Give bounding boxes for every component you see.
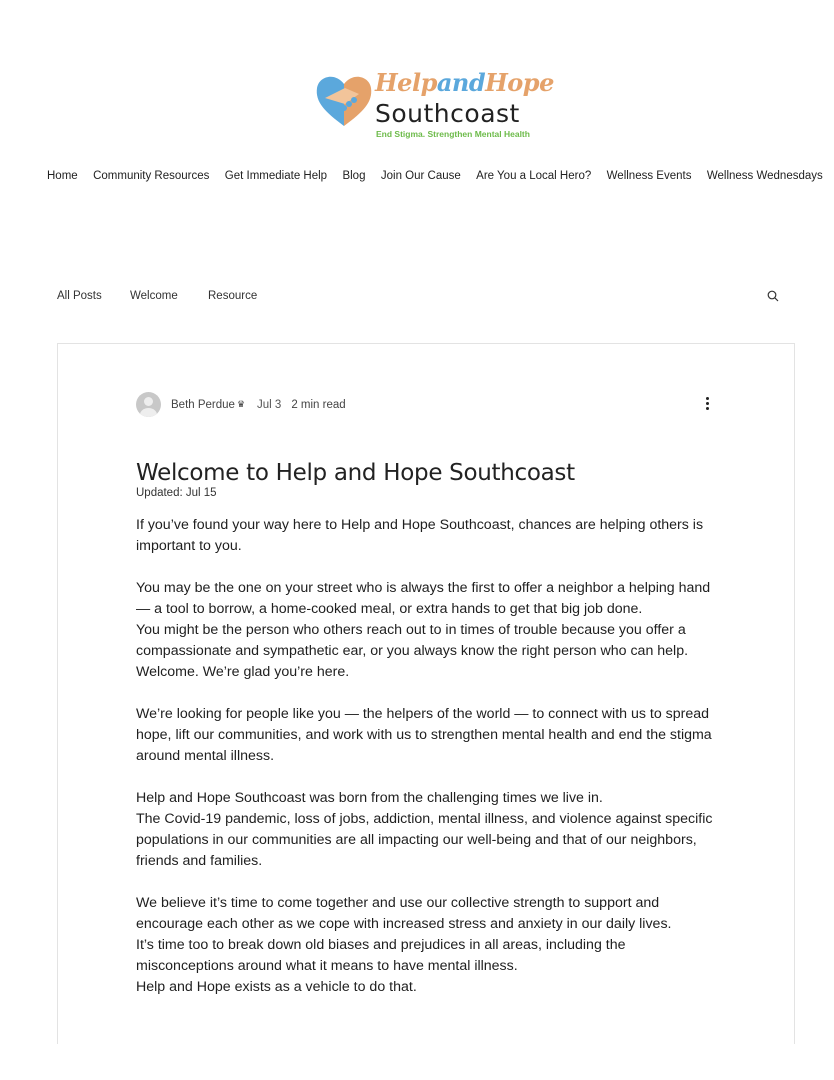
text-line: We believe it’s time to come together and use our collective strength to support and: [136, 895, 660, 911]
text-line: encourage each other as we cope with increased stress and anxiety in our daily lives.: [136, 916, 672, 932]
text-line: populations in our communities are all impacting our well-being and that of our neighbors,: [136, 832, 697, 848]
post-body: [136, 515, 726, 1019]
text-line: It’s time too to break down old biases and prejudices in all areas, including the: [136, 937, 626, 953]
blog-post-card: [57, 343, 795, 1044]
text-line: Help and Hope exists as a vehicle to do that.: [136, 979, 417, 995]
updated-date: Updated: Jul 15: [136, 487, 217, 499]
nav-item-wellness-wednesdays[interactable]: Wellness Wednesdays: [706, 170, 823, 182]
text-line: — a tool to borrow, a home-cooked meal, or extra hands to get that big job done.: [136, 601, 643, 617]
paragraph: [136, 893, 726, 998]
logo-wordmark-bottom: Southcoast: [375, 99, 520, 128]
author-name[interactable]: Beth Perdue: [171, 398, 235, 411]
text-line: The Covid-19 pandemic, loss of jobs, addiction, mental illness, and violence against specific: [136, 811, 713, 827]
post-date: Jul 3: [257, 398, 282, 411]
text-line: around mental illness.: [136, 748, 275, 764]
nav-item-local-hero[interactable]: Are You a Local Hero?: [476, 170, 592, 182]
site-logo[interactable]: [315, 68, 554, 145]
text-line: We’re looking for people like you — the helpers of the world — to connect with us to spread: [136, 706, 710, 722]
category-welcome[interactable]: Welcome: [130, 290, 178, 302]
avatar[interactable]: [136, 392, 161, 417]
nav-item-community-resources[interactable]: Community Resources: [93, 170, 210, 182]
text-line: If you’ve found your way here to Help and Hope Southcoast, chances are helping others is: [136, 517, 704, 533]
crown-icon: ♛: [236, 399, 246, 409]
nav-item-get-immediate-help[interactable]: Get Immediate Help: [224, 170, 328, 182]
post-title: Welcome to Help and Hope Southcoast: [136, 460, 575, 487]
post-meta: [136, 392, 346, 417]
read-time: 2 min read: [291, 398, 346, 411]
text-line: hope, lift our communities, and work with us to strengthen mental health and end the stigma: [136, 727, 712, 743]
logo-wordmark-top: HelpandHope: [375, 68, 554, 97]
text-line: important to you.: [136, 538, 242, 554]
text-line: friends and families.: [136, 853, 263, 869]
category-all-posts[interactable]: All Posts: [57, 290, 102, 302]
nav-item-home[interactable]: Home: [47, 170, 78, 182]
text-line: You may be the one on your street who is always the first to offer a neighbor a helping hand: [136, 580, 711, 596]
paragraph: [136, 704, 726, 767]
search-icon[interactable]: [767, 290, 779, 302]
nav-item-wellness-events[interactable]: Wellness Events: [606, 170, 692, 182]
text-line: Help and Hope Southcoast was born from the challenging times we live in.: [136, 790, 603, 806]
logo-tagline: End Stigma. Strengthen Mental Health: [376, 129, 530, 139]
paragraph: [136, 578, 726, 683]
text-line: compassionate and sympathetic ear, or you always know the right person who can help.: [136, 643, 689, 659]
main-nav: [47, 170, 834, 182]
paragraph: [136, 515, 726, 557]
nav-item-blog[interactable]: Blog: [342, 170, 366, 182]
more-vertical-icon[interactable]: [706, 397, 710, 412]
category-resource[interactable]: Resource: [208, 290, 258, 302]
text-line: Welcome. We’re glad you’re here.: [136, 664, 350, 680]
handshake-heart-icon: [315, 72, 373, 130]
text-line: You might be the person who others reach out to in times of trouble because you offer a: [136, 622, 686, 638]
paragraph: [136, 788, 726, 872]
text-line: misconceptions around what it means to have mental illness.: [136, 958, 518, 974]
nav-item-join-our-cause[interactable]: Join Our Cause: [380, 170, 461, 182]
